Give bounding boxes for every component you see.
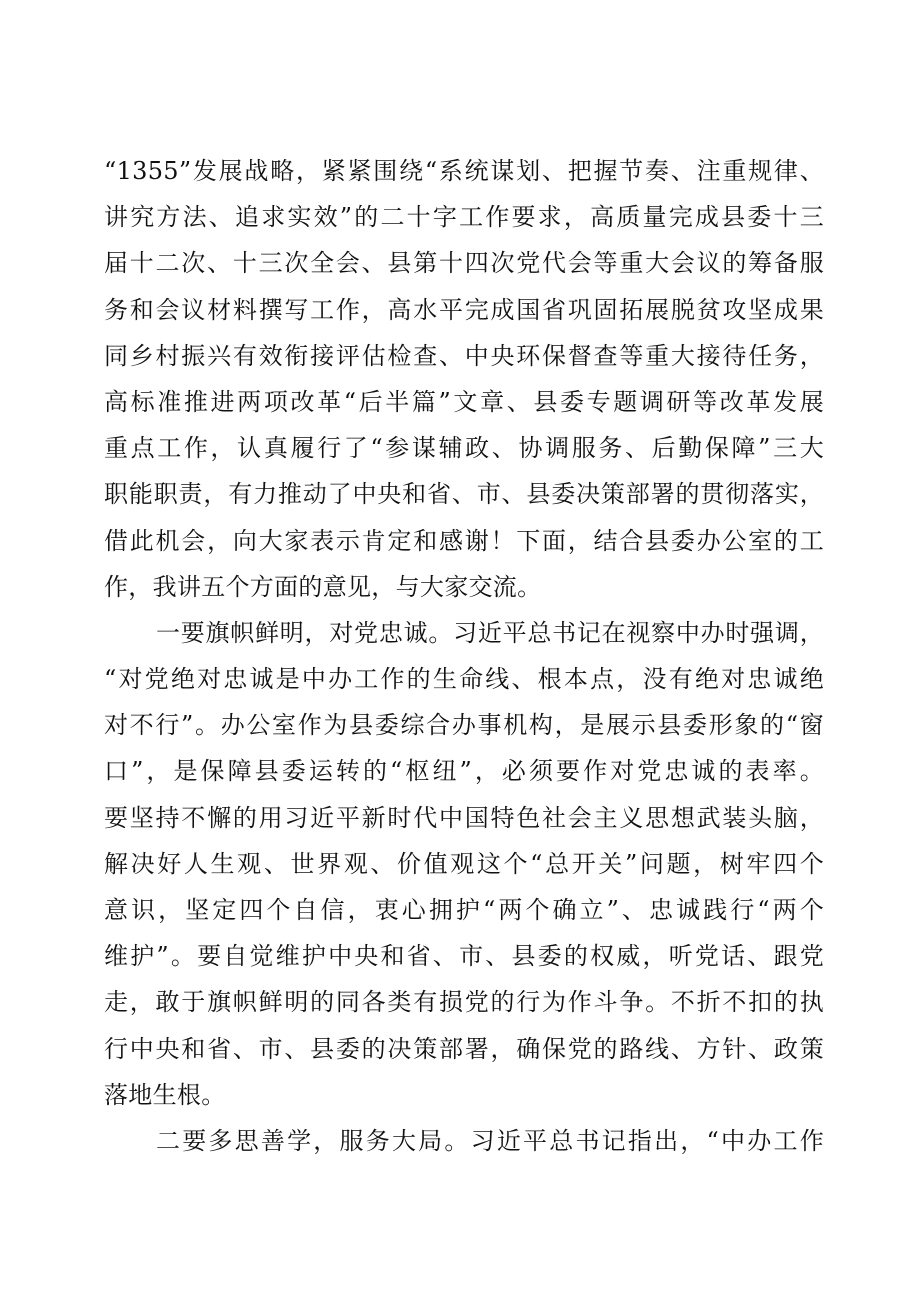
text-line: 作，我讲五个方面的意见，与大家交流。 [104,572,542,601]
text-line: 务和会议材料撰写工作，高水平完成国省巩固拓展脱贫攻坚成果 [104,295,824,324]
text-line: “对党绝对忠诚是中办工作的生命线、根本点，没有绝对忠诚绝 [104,665,824,694]
text-line: 届十二次、十三次全会、县第十四次党代会等重大会议的筹备服 [104,249,824,278]
document-body [104,148,824,1164]
paragraph-3 [104,1118,824,1164]
text-line: 二要多思善学，服务大局。习近平总书记指出，“中办工作 [156,1126,824,1155]
text-line: 行中央和省、市、县委的决策部署，确保党的路线、方针、政策 [104,1034,824,1063]
paragraph-1 [104,148,824,610]
text-line: 维护”。要自觉维护中央和省、市、县委的权威，听党话、跟党 [104,942,824,971]
text-line: 对不行”。办公室作为县委综合办事机构，是展示县委形象的“窗 [104,711,824,740]
text-line: 一要旗帜鲜明，对党忠诚。习近平总书记在视察中办时强调， [156,618,824,647]
text-line: 口”，是保障县委运转的“枢纽”，必须要作对党忠诚的表率。 [104,757,824,786]
text-line: 高标准推进两项改革“后半篇”文章、县委专题调研等改革发展 [104,387,824,416]
text-line: 要坚持不懈的用习近平新时代中国特色社会主义思想武装头脑， [104,803,824,832]
text-line: 重点工作，认真履行了“参谋辅政、协调服务、后勤保障”三大 [104,434,824,463]
text-line: 借此机会，向大家表示肯定和感谢！下面，结合县委办公室的工 [104,526,824,555]
paragraph-2 [104,610,824,1118]
text-line: 职能职责，有力推动了中央和省、市、县委决策部署的贯彻落实， [104,480,824,509]
text-line: “1355”发展战略，紧紧围绕“系统谋划、把握节奏、注重规律、 [104,157,824,185]
text-line: 讲究方法、追求实效”的二十字工作要求，高质量完成县委十三 [104,203,824,232]
text-line: 落地生根。 [104,1080,226,1109]
text-line: 走，敢于旗帜鲜明的同各类有损党的行为作斗争。不折不扣的执 [104,988,824,1017]
text-line: 同乡村振兴有效衔接评估检查、中央环保督查等重大接待任务， [104,341,824,370]
text-line: 解决好人生观、世界观、价值观这个“总开关”问题，树牢四个 [104,849,824,878]
text-line: 意识，坚定四个自信，衷心拥护“两个确立”、忠诚践行“两个 [104,896,824,924]
